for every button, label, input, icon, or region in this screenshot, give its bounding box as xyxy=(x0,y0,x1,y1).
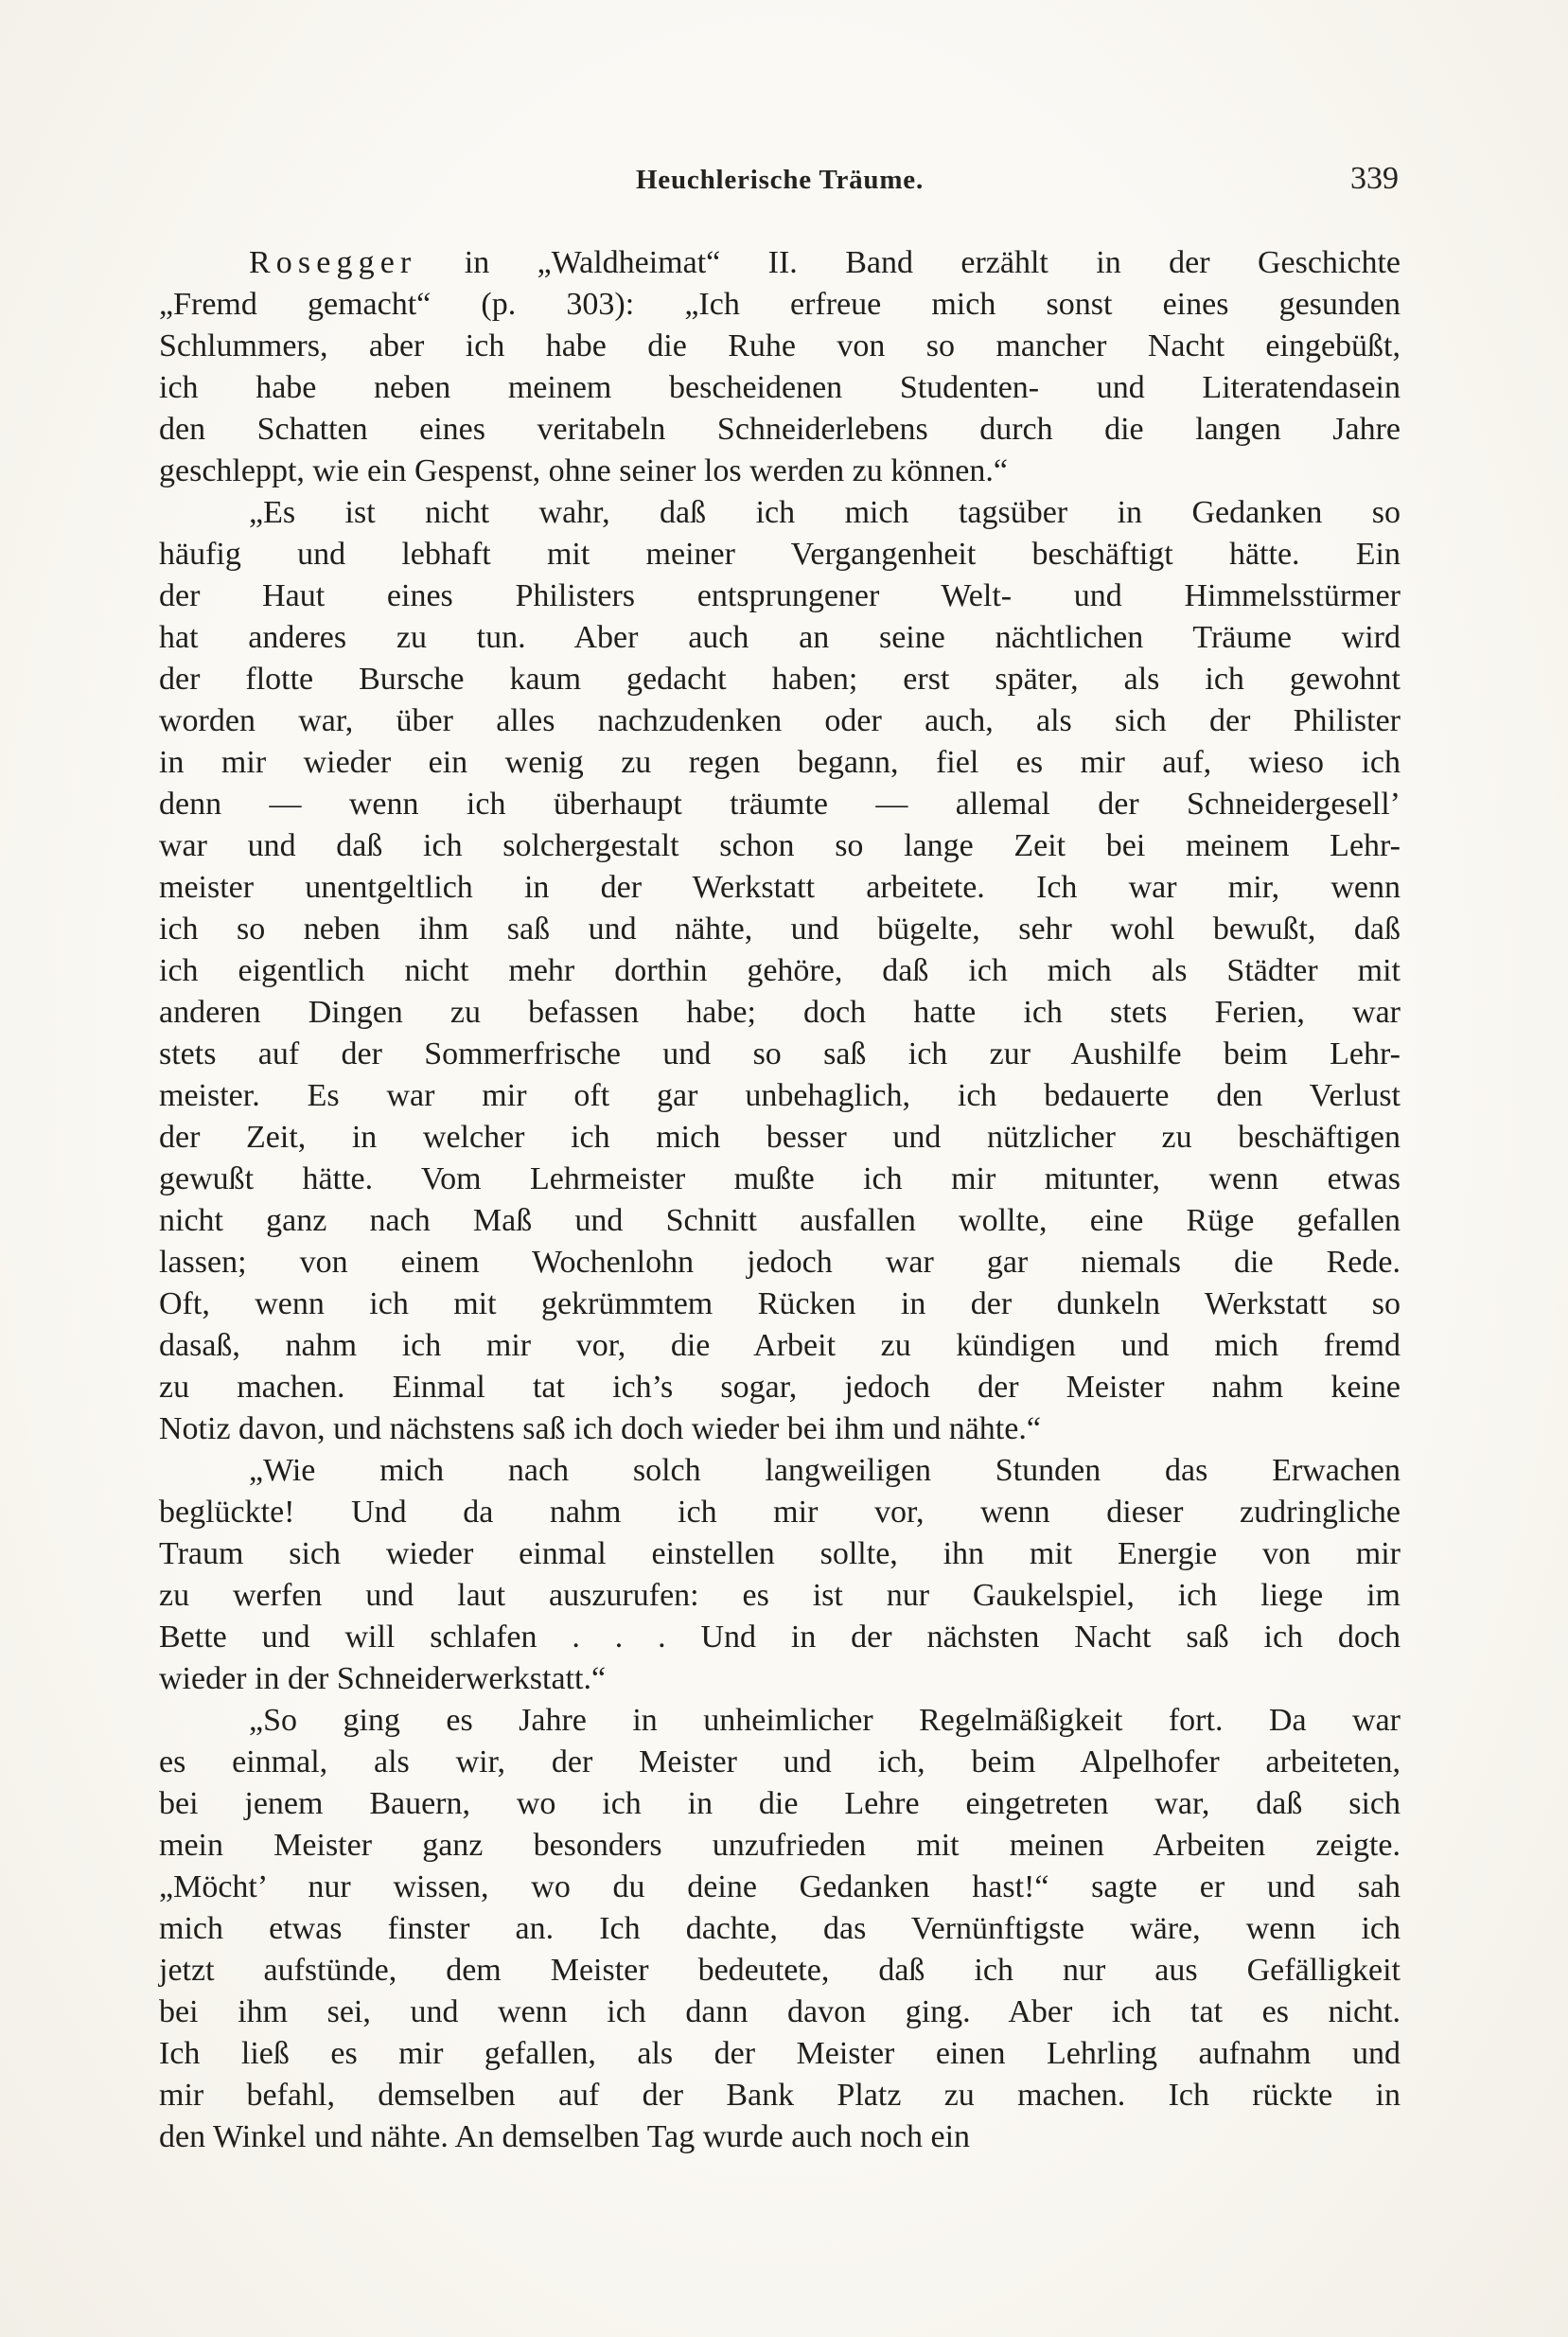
text-line: hat anderes zu tun. Aber auch an seine nächtlichen Träume wird xyxy=(159,620,1401,655)
text-line: beglückte! Und da nahm ich mir vor, wenn dieser zudringliche xyxy=(159,1495,1401,1530)
text-line: dasaß, nahm ich mir vor, die Arbeit zu kündigen und mich fremd xyxy=(159,1328,1401,1363)
text-line: „Möcht’ nur wissen, wo du deine Gedanken hast!“ sagte er und sah xyxy=(159,1869,1401,1904)
text-line: „Fremd gemacht“ (p. 303): „Ich erfreue mich sonst eines gesunden xyxy=(159,287,1401,322)
text-line: worden war, über alles nachzudenken oder auch, als sich der Philister xyxy=(159,703,1401,738)
text-line: es einmal, als wir, der Meister und ich, beim Alpelhofer arbeiteten, xyxy=(159,1744,1401,1779)
text-line: zu werfen und laut auszurufen: es ist nur Gaukelspiel, ich liege im xyxy=(159,1578,1401,1613)
text-line: wieder in der Schneiderwerkstatt.“ xyxy=(159,1661,607,1696)
text-line: meister unentgeltlich in der Werkstatt arbeitete. Ich war mir, wenn xyxy=(159,870,1401,905)
text-line: meister. Es war mir oft gar unbehaglich, ich bedauerte den Verlust xyxy=(159,1078,1401,1113)
text-block xyxy=(159,161,1401,2158)
text-line: „Es ist nicht wahr, daß ich mich tagsüber in Gedanken so xyxy=(249,495,1401,530)
text-line: häufig und lebhaft mit meiner Vergangenheit beschäftigt hätte. Ein xyxy=(159,537,1401,572)
text-line: lassen; von einem Wochenlohn jedoch war gar niemals die Rede. xyxy=(159,1245,1401,1280)
paragraph-1 xyxy=(159,242,1401,492)
text-line: ich so neben ihm saß und nähte, und bügelte, sehr wohl bewußt, daß xyxy=(159,912,1401,947)
text-line: Traum sich wieder einmal einstellen sollte, ihn mit Energie von mir xyxy=(159,1536,1401,1571)
text-line: jetzt aufstünde, dem Meister bedeutete, daß ich nur aus Gefälligkeit xyxy=(159,1953,1401,1988)
text-line: bei ihm sei, und wenn ich dann davon ging. Aber ich tat es nicht. xyxy=(159,1994,1401,2029)
text-line: denn — wenn ich überhaupt träumte — allemal der Schneidergesell’ xyxy=(159,787,1401,822)
text-line: geschleppt, wie ein Gespenst, ohne seiner los werden zu können.“ xyxy=(159,453,1008,488)
text-line: der Haut eines Philisters entsprungener Welt- und Himmelsstürmer xyxy=(159,578,1401,613)
text-line: ich habe neben meinem bescheidenen Studenten- und Literatendasein xyxy=(159,370,1401,405)
text-line: den Schatten eines veritabeln Schneiderlebens durch die langen Jahre xyxy=(159,412,1401,447)
text-line: mein Meister ganz besonders unzufrieden mit meinen Arbeiten zeigte. xyxy=(159,1828,1401,1863)
text-line: stets auf der Sommerfrische und so saß ich zur Aushilfe beim Lehr- xyxy=(159,1036,1401,1071)
text-line: war und daß ich solchergestalt schon so lange Zeit bei meinem Lehr- xyxy=(159,828,1401,863)
text-line: Schlummers, aber ich habe die Ruhe von so mancher Nacht eingebüßt, xyxy=(159,328,1401,363)
paragraph-4 xyxy=(159,1700,1401,2158)
text-line: den Winkel und nähte. An demselben Tag wurde auch noch ein xyxy=(159,2119,971,2154)
text-line: Ich ließ es mir gefallen, als der Meister einen Lehrling aufnahm und xyxy=(159,2036,1401,2071)
letterspaced-name: Rosegger xyxy=(249,245,417,280)
text-line: gewußt hätte. Vom Lehrmeister mußte ich mir mitunter, wenn etwas xyxy=(159,1161,1401,1196)
text-line: der Zeit, in welcher ich mich besser und nützlicher zu beschäftigen xyxy=(159,1120,1401,1155)
page-number: 339 xyxy=(1350,161,1399,196)
text-line: in mir wieder ein wenig zu regen begann, fiel es mir auf, wieso ich xyxy=(159,745,1401,780)
text-line: „Wie mich nach solch langweiligen Stunden das Erwachen xyxy=(249,1453,1401,1488)
page-header xyxy=(159,161,1401,204)
text-line: mich etwas finster an. Ich dachte, das Vernünftigste wäre, wenn ich xyxy=(159,1911,1401,1946)
text-line: „So ging es Jahre in unheimlicher Regelmäßigkeit fort. Da war xyxy=(249,1703,1401,1738)
running-title: Heuchlerische Träume. xyxy=(635,165,925,195)
text-line xyxy=(159,242,1401,284)
text-line: bei jenem Bauern, wo ich in die Lehre eingetreten war, daß sich xyxy=(159,1786,1401,1821)
text-span: in „Waldheimat“ II. Band erzählt in der Geschichte xyxy=(416,245,1401,280)
text-line: mir befahl, demselben auf der Bank Platz zu machen. Ich rückte in xyxy=(159,2078,1401,2113)
text-line: nicht ganz nach Maß und Schnitt ausfallen wollte, eine Rüge gefallen xyxy=(159,1203,1401,1238)
text-line: Oft, wenn ich mit gekrümmtem Rücken in der dunkeln Werkstatt so xyxy=(159,1286,1401,1321)
text-line: Notiz davon, und nächstens saß ich doch wieder bei ihm und nähte.“ xyxy=(159,1411,1041,1446)
text-line: ich eigentlich nicht mehr dorthin gehöre, daß ich mich als Städter mit xyxy=(159,953,1401,988)
page-body xyxy=(159,242,1401,2158)
text-line: Bette und will schlafen . . . Und in der nächsten Nacht saß ich doch xyxy=(159,1620,1401,1655)
text-line: der flotte Bursche kaum gedacht haben; erst später, als ich gewohnt xyxy=(159,662,1401,697)
text-line: anderen Dingen zu befassen habe; doch hatte ich stets Ferien, war xyxy=(159,995,1401,1030)
paragraph-3 xyxy=(159,1450,1401,1700)
paragraph-2 xyxy=(159,492,1401,1450)
text-line: zu machen. Einmal tat ich’s sogar, jedoch der Meister nahm keine xyxy=(159,1370,1401,1405)
